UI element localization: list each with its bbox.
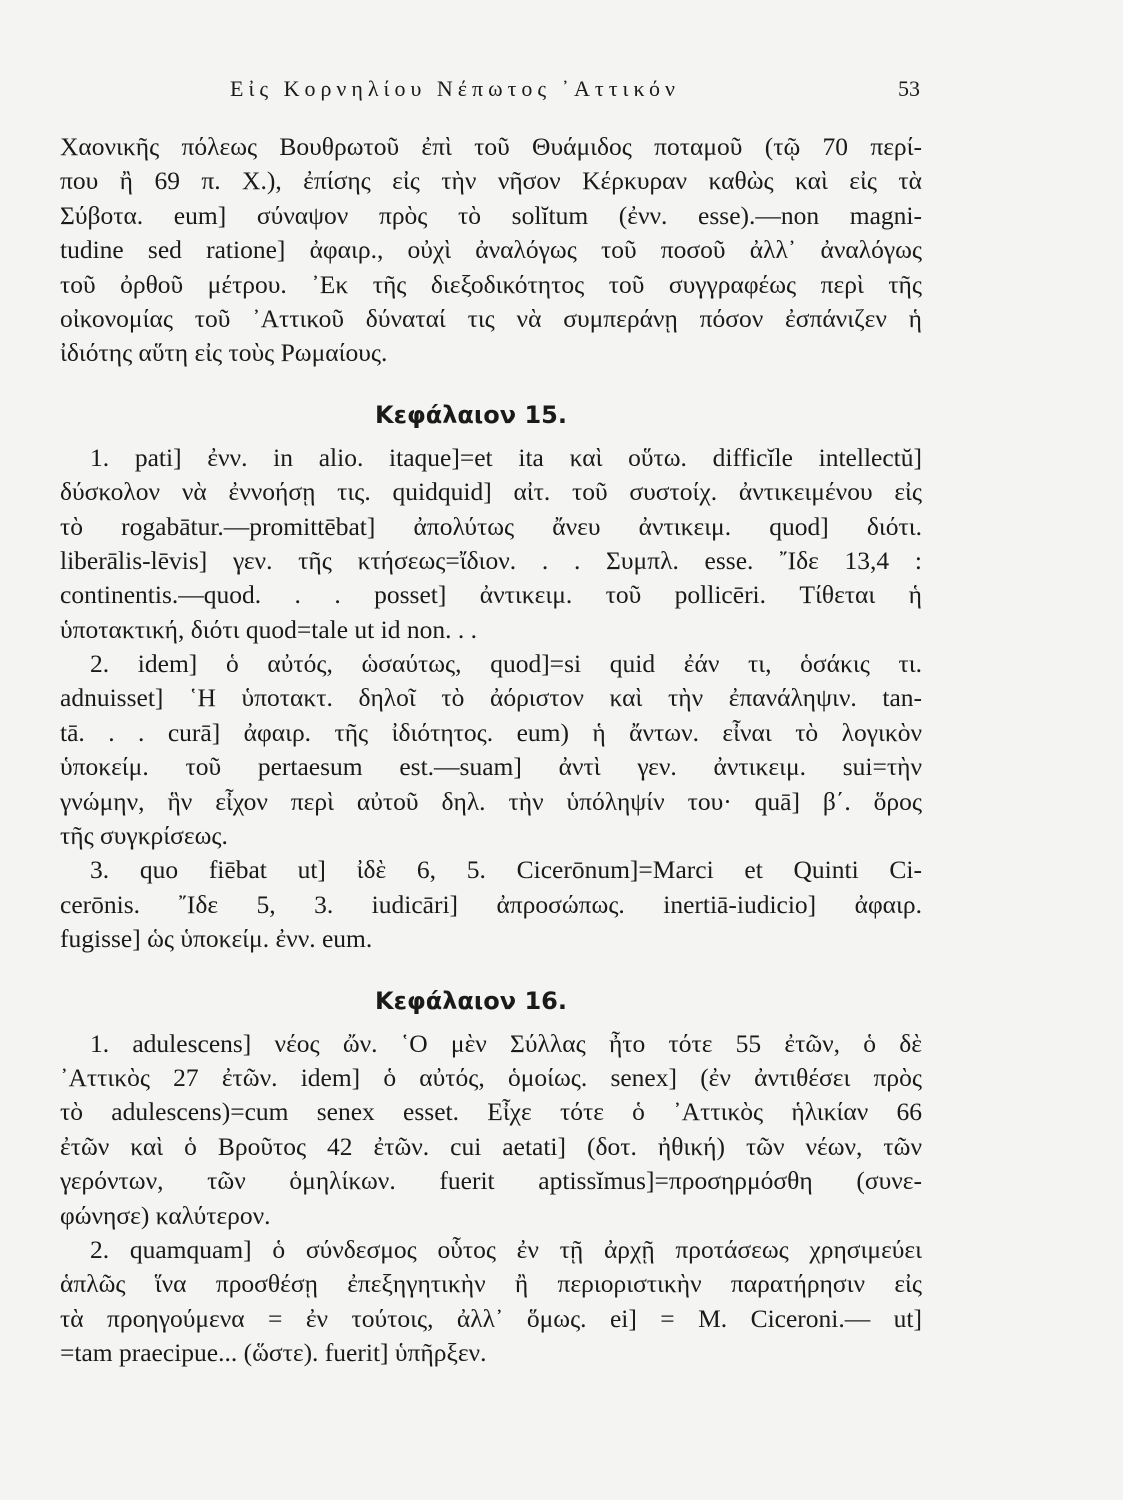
text-line: Σύβοτα. eum] σύναψον πρὸς τὸ solĭtum (ἐνν. esse).—non magni-: [60, 200, 922, 230]
text-line: ἐτῶν καὶ ὁ Βροῦτος 42 ἐτῶν. cui aetati] (δοτ. ἠθική) τῶν νέων, τῶν: [60, 1131, 922, 1161]
text-line: οἰκονομίας τοῦ ᾿Αττικοῦ δύναταί τις νὰ συμπεράνῃ πόσον ἐσπάνιζεν ἡ: [60, 303, 922, 333]
spacer: [60, 957, 922, 967]
text-line: τῆς συγκρίσεως.: [60, 821, 228, 851]
page-header: [60, 76, 920, 106]
text-line: γερόντων, τῶν ὁμηλίκων. fuerit aptissĭmus]=προσηρμόσθη (συνε-: [60, 1166, 922, 1196]
text-line: τοῦ ὀρθοῦ μέτρου. ᾿Εκ τῆς διεξοδικότητος τοῦ συγγραφέως περὶ τῆς: [60, 269, 922, 299]
text-line: 1. pati] ἐνν. in alio. itaque]=et ita καὶ οὕτω. difficĭle intellectŭ]: [90, 442, 922, 472]
spacer: [60, 371, 922, 381]
text-line: φώνησε) καλύτερον.: [60, 1200, 271, 1230]
text-line: τὰ προηγούμενα = ἐν τούτοις, ἀλλ᾿ ὅμως. ei] = M. Ciceroni.— ut]: [60, 1303, 922, 1333]
text-line: ὑποκείμ. τοῦ pertaesum est.—suam] ἀντὶ γεν. ἀντικειμ. sui=τὴν: [60, 752, 922, 782]
text-line: γνώμην, ἣν εἶχον περὶ αὐτοῦ δηλ. τὴν ὑπόληψίν του· quā] β΄. ὅρος: [60, 786, 922, 816]
text-line: liberālis-lēvis] γεν. τῆς κτήσεως=ἴδιον. . . Συμπλ. esse. ῎Ιδε 13,4 :: [60, 545, 922, 575]
text-line: ἰδιότης αὕτη εἰς τοὺς Ρωμαίους.: [60, 338, 388, 368]
text-line: 2. idem] ὁ αὐτός, ὡσαύτως, quod]=si quid ἐάν τι, ὁσάκις τι.: [90, 649, 922, 679]
chapter-15-heading: Κεφάλαιον 15.: [375, 400, 567, 429]
text-line: fugisse] ὡς ὑποκείμ. ἐνν. eum.: [60, 924, 373, 954]
text-line: ὑποτακτική, διότι quod=tale ut id non. . .: [60, 614, 477, 644]
text-line: δύσκολον νὰ ἐννοήσῃ τις. quidquid] αἰτ. τοῦ συστοίχ. ἀντικειμένου εἰς: [60, 477, 922, 507]
text-line: ἁπλῶς ἵνα προσθέσῃ ἐπεξηγητικὴν ἢ περιοριστικὴν παρατήρησιν εἰς: [60, 1269, 922, 1299]
text-line: continentis.—quod. . . posset] ἀντικειμ. τοῦ pollicēri. Τίθεται ἡ: [60, 580, 922, 610]
text-line: 2. quamquam] ὁ σύνδεσμος οὗτος ἐν τῇ ἀρχῇ προτάσεως χρησιμεύει: [90, 1234, 922, 1264]
page-number: 53: [898, 76, 920, 101]
text-line: 3. quo fiēbat ut] ἰδὲ 6, 5. Cicerōnum]=Marci et Quinti Ci-: [90, 855, 922, 885]
text-line: Χαονικῆς πόλεως Βουθρωτοῦ ἐπὶ τοῦ Θυάμιδος ποταμοῦ (τῷ 70 περί-: [60, 132, 922, 161]
text-line: adnuisset] ῾Η ὑποτακτ. δηλοῖ τὸ ἀόριστον καὶ τὴν ἐπανάληψιν. tan-: [60, 683, 922, 713]
text-line: ᾿Αττικὸς 27 ἐτῶν. idem] ὁ αὐτός, ὁμοίως. senex] (ἐν ἀντιθέσει πρὸς: [60, 1062, 922, 1092]
commentary-text: [60, 130, 922, 1371]
chapter-16-heading: Κεφάλαιον 16.: [375, 986, 567, 1015]
text-line: tudine sed ratione] ἀφαιρ., οὐχὶ ἀναλόγως τοῦ ποσοῦ ἀλλ᾿ ἀναλόγως: [60, 235, 922, 265]
running-title: Εἰς Κορνηλίου Νέπωτος ᾿Αττικόν: [230, 76, 680, 101]
text-line: που ἢ 69 π. Χ.), ἐπίσης εἰς τὴν νῆσον Κέρκυραν καθὼς καὶ εἰς τὰ: [60, 166, 922, 196]
text-line: τὸ rogabātur.—promittēbat] ἀπολύτως ἄνευ ἀντικειμ. quod] διότι.: [60, 511, 922, 541]
text-line: cerōnis. ῎Ιδε 5, 3. iudicāri] ἀπροσώπως. inertiā-iudicio] ἀφαιρ.: [60, 889, 922, 919]
text-line: tā. . . curā] ἀφαιρ. τῆς ἰδιότητος. eum) ἡ ἄντων. εἶναι τὸ λογικὸν: [60, 717, 922, 747]
text-line: =tam praecipue... (ὥστε). fuerit] ὑπῆρξεν.: [60, 1338, 487, 1368]
text-line: 1. adulescens] νέος ὤν. ῾Ο μὲν Σύλλας ἦτο τότε 55 ἐτῶν, ὁ δὲ: [90, 1028, 922, 1058]
text-line: τὸ adulescens)=cum senex esset. Εἶχε τότε ὁ ᾿Αττικὸς ἡλικίαν 66: [60, 1097, 922, 1127]
